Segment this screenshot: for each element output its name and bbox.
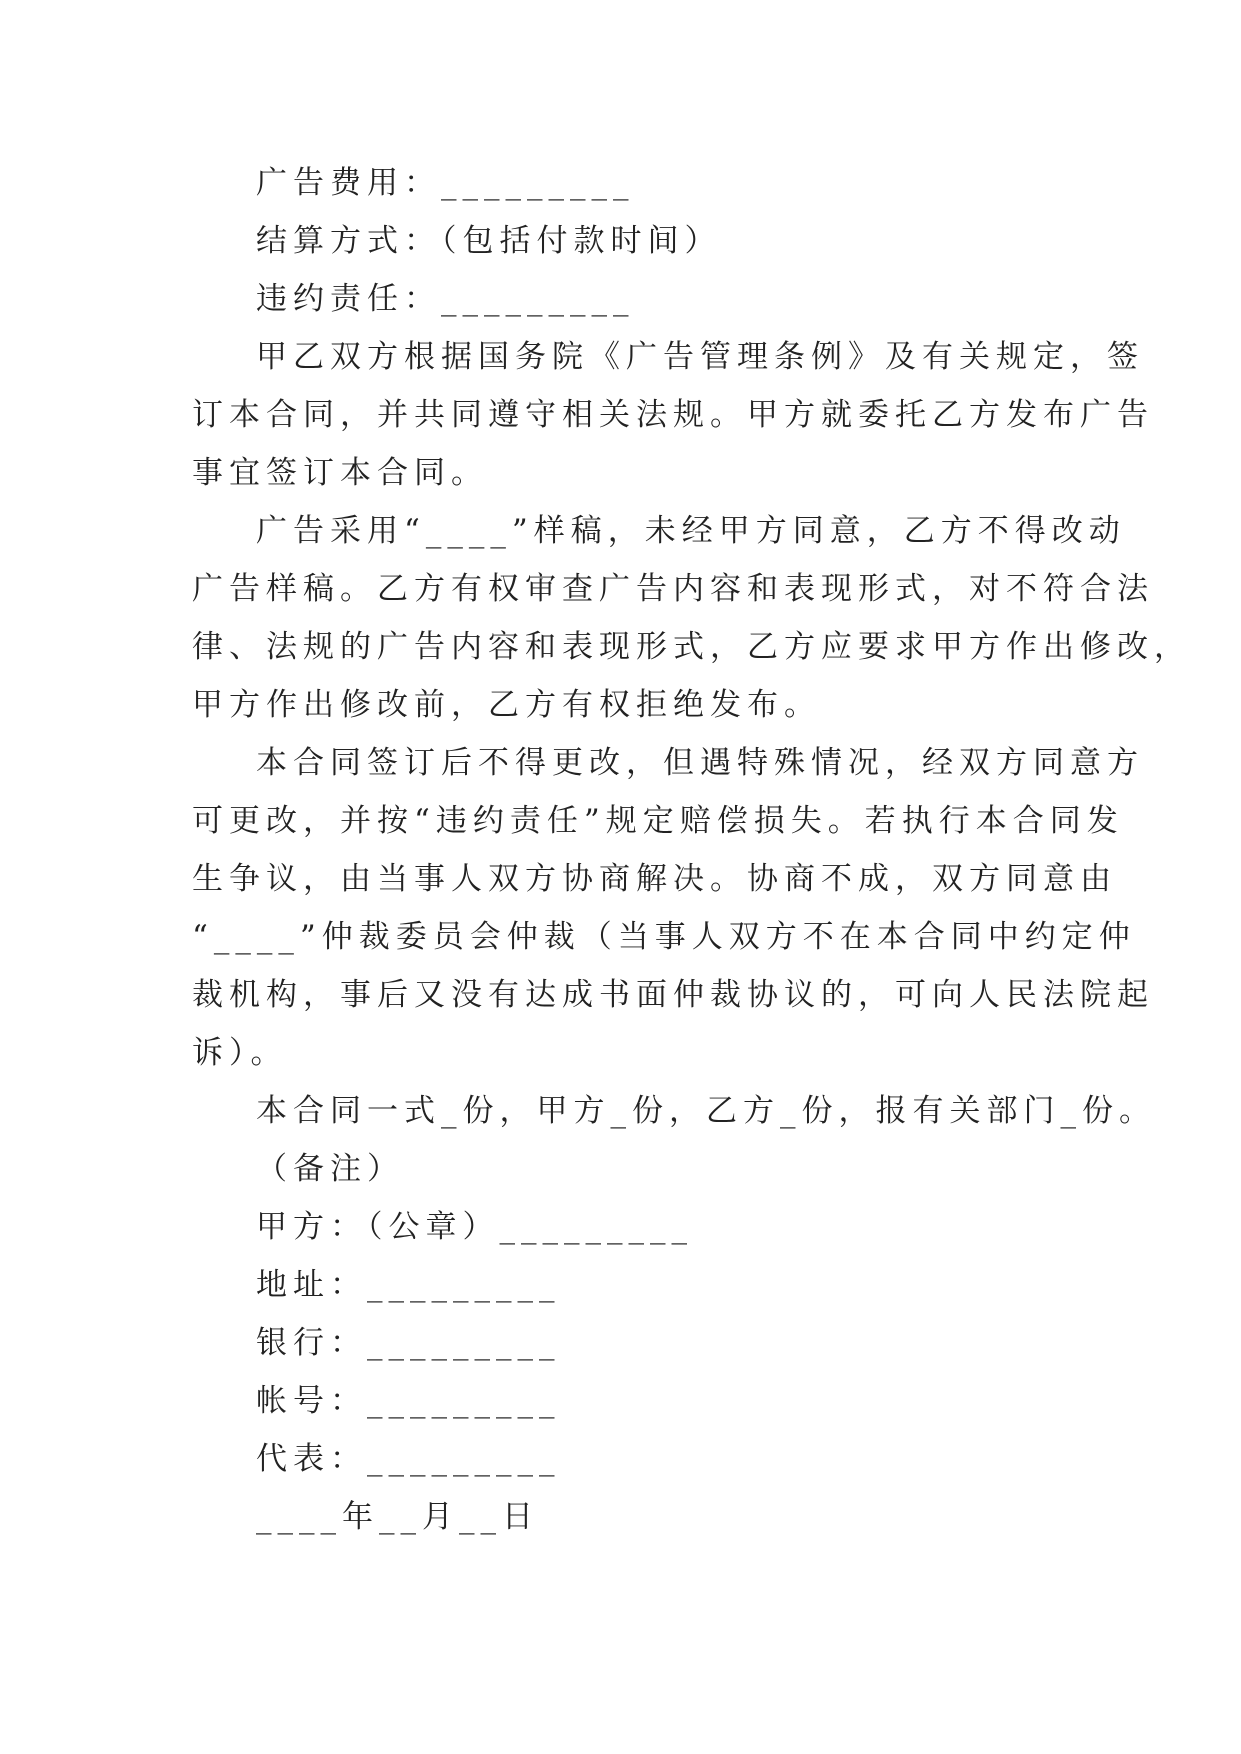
- breach-liability-line: 违约责任：_________: [256, 281, 635, 317]
- paragraph-line: “____”仲裁委员会仲裁（当事人双方不在本合同中约定仲: [192, 919, 1136, 955]
- party-a-seal-line: 甲方：（公章）_________: [256, 1209, 693, 1245]
- paragraph-line: 订本合同，并共同遵守相关法规。甲方就委托乙方发布广告: [192, 397, 1154, 433]
- paragraph-line: 可更改，并按“违约责任”规定赔偿损失。若执行本合同发: [192, 803, 1124, 839]
- paragraph-line: 甲方作出修改前，乙方有权拒绝发布。: [192, 687, 821, 723]
- paragraph-line: 事宜签订本合同。: [192, 455, 488, 491]
- settlement-method-line: 结算方式：（包括付款时间）: [256, 223, 722, 259]
- paragraph-line: 广告样稿。乙方有权审查广告内容和表现形式，对不符合法: [192, 571, 1154, 607]
- ad-fee-line: 广告费用：_________: [256, 165, 635, 201]
- paragraph-line: 诉）。: [192, 1035, 288, 1071]
- paragraph-line: 甲乙双方根据国务院《广告管理条例》及有关规定，签: [256, 339, 1144, 375]
- paragraph-line: 生争议，由当事人双方协商解决。协商不成，双方同意由: [192, 861, 1117, 897]
- bank-line: 银行：_________: [256, 1325, 561, 1361]
- paragraph-line: 广告采用“____”样稿，未经甲方同意，乙方不得改动: [256, 513, 1126, 549]
- paragraph-line: 本合同签订后不得更改，但遇特殊情况，经双方同意方: [256, 745, 1144, 781]
- paragraph-line: 律、法规的广告内容和表现形式，乙方应要求甲方作出修改，: [192, 629, 1191, 665]
- copies-line: 本合同一式_份，甲方_份，乙方_份，报有关部门_份。: [256, 1093, 1156, 1129]
- account-line: 帐号：_________: [256, 1383, 561, 1419]
- paragraph-regulations: [192, 328, 1154, 502]
- paragraph-sample-draft: [192, 502, 1191, 734]
- date-line: ____年__月__日: [256, 1499, 539, 1535]
- paragraph-line: 裁机构，事后又没有达成书面仲裁协议的，可向人民法院起: [192, 977, 1154, 1013]
- representative-line: 代表：_________: [256, 1441, 561, 1477]
- contract-page: [192, 154, 1191, 1546]
- address-line: 地址：_________: [256, 1267, 561, 1303]
- paragraph-disputes: [192, 734, 1154, 1082]
- remarks-line: （备注）: [256, 1151, 404, 1187]
